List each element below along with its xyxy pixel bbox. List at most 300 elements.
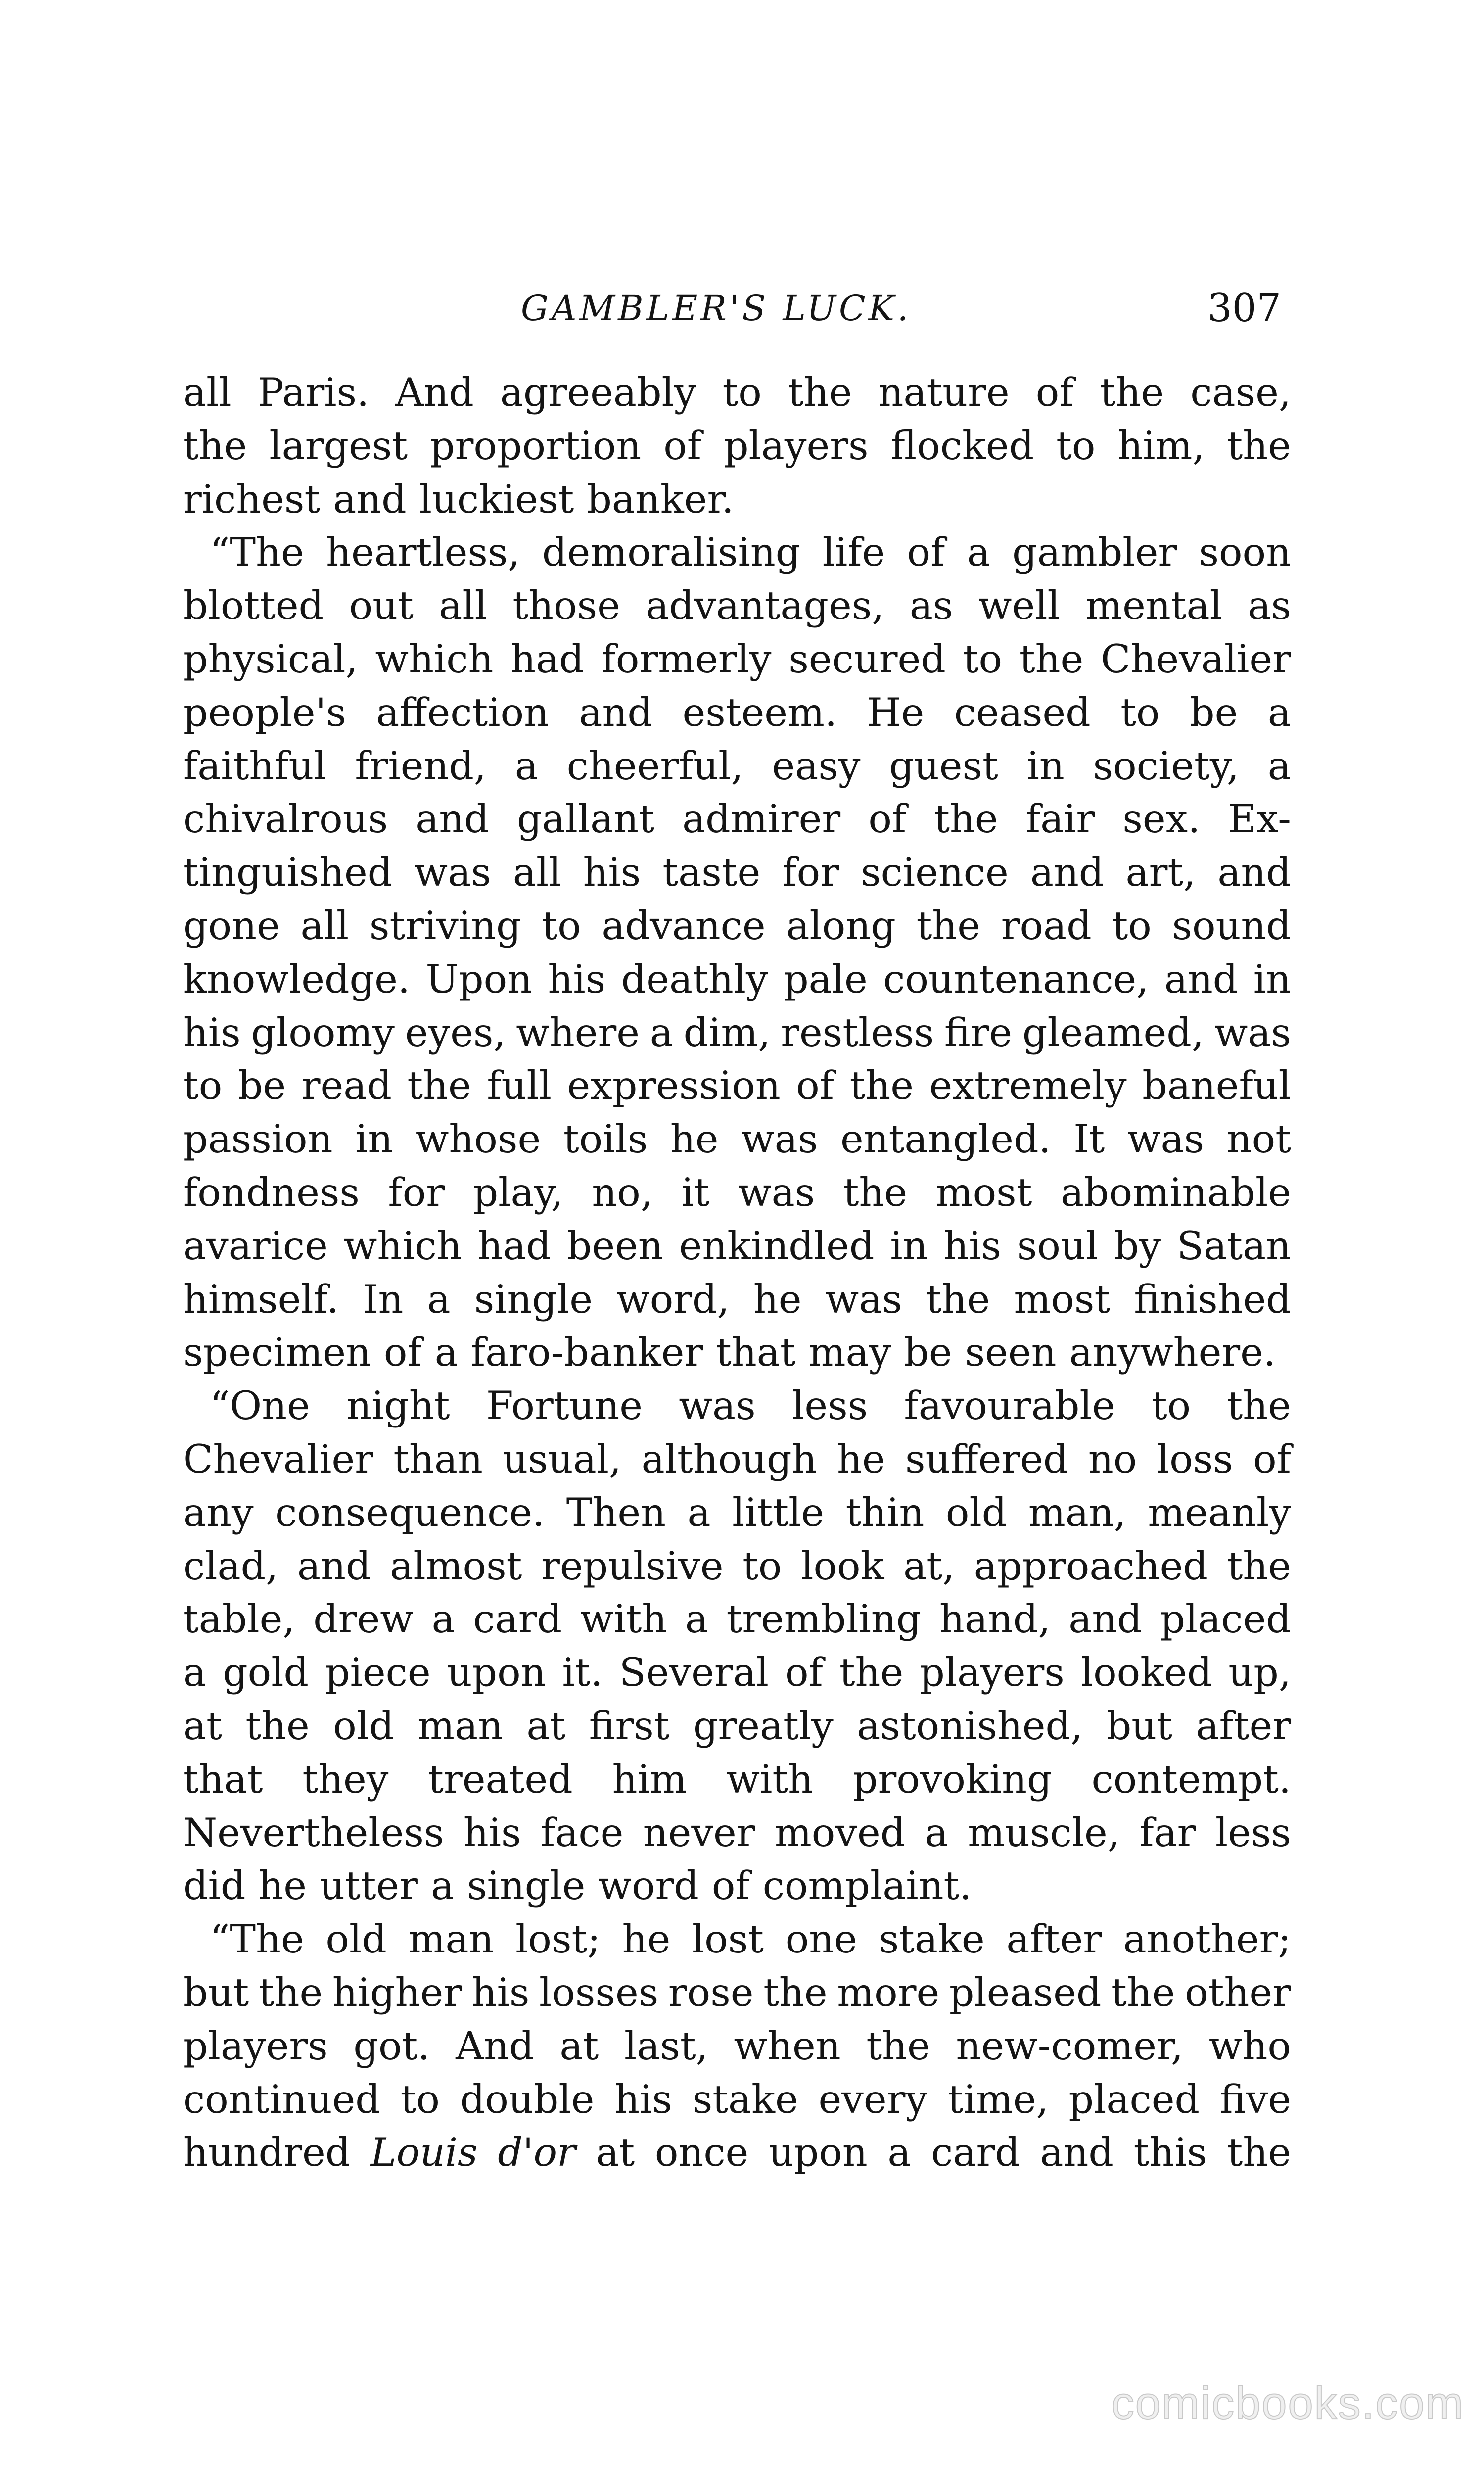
word: far [1139, 1809, 1196, 1856]
word: in [1026, 743, 1065, 789]
word: advance [602, 903, 766, 949]
word: may [808, 1330, 891, 1376]
word: table, [183, 1596, 295, 1642]
word: restless [781, 1009, 934, 1055]
word: soul [1017, 1223, 1099, 1269]
word: gone [183, 903, 280, 949]
word: science [861, 850, 1009, 896]
word: at, [903, 1543, 955, 1589]
word: full [487, 1063, 552, 1109]
word: avarice [183, 1223, 328, 1269]
word: one [785, 1916, 857, 1962]
word: chivalrous [183, 796, 388, 842]
word: and [1030, 850, 1104, 896]
word: up, [1228, 1650, 1291, 1696]
word: little [732, 1489, 825, 1535]
word: heartless, [326, 529, 520, 575]
word: specimen [183, 1330, 371, 1376]
word: faithful [183, 743, 326, 789]
word: less [1215, 1809, 1291, 1856]
word: thin [845, 1489, 925, 1535]
word: formerly [601, 636, 772, 682]
text-line [183, 2020, 1291, 2073]
word: man [417, 1703, 503, 1749]
word: cheerful, [566, 743, 743, 789]
word: his [471, 1969, 530, 2015]
word: at [526, 1703, 566, 1749]
text-line [183, 579, 1291, 633]
word: they [302, 1756, 389, 1802]
word: in [890, 1223, 928, 1269]
word: of [907, 529, 945, 575]
word: card [473, 1596, 562, 1642]
word: case, [1190, 370, 1291, 415]
word: largest [269, 423, 408, 469]
word: out [349, 583, 414, 629]
word: less [792, 1383, 868, 1429]
word: sound [1172, 903, 1291, 949]
word: last, [624, 2023, 708, 2069]
word: of [785, 1650, 823, 1696]
word: road [1001, 903, 1092, 949]
word: more [837, 1969, 940, 2015]
text-line [183, 793, 1291, 846]
word: his [614, 2076, 672, 2122]
word: most [935, 1169, 1032, 1215]
word: Louis [370, 2130, 478, 2176]
word: nature [878, 370, 1010, 415]
word: easy [772, 743, 861, 789]
word: was [414, 850, 491, 896]
word: to [1056, 423, 1096, 469]
text-line [183, 1859, 1291, 1913]
word: the [788, 370, 852, 415]
word: losses [539, 1969, 659, 2015]
word: of [711, 1863, 750, 1909]
text-line [183, 1593, 1291, 1646]
word: face [540, 1809, 624, 1856]
word: was [741, 1116, 818, 1162]
word: a [514, 743, 538, 789]
word: first [589, 1703, 670, 1749]
word: all [512, 850, 561, 896]
word: pleased [949, 1969, 1102, 2015]
word: passion [183, 1116, 333, 1162]
word: the [1019, 636, 1084, 682]
word: gold [223, 1650, 309, 1696]
word: the [1227, 423, 1291, 469]
word: than [393, 1436, 483, 1482]
word: to [1112, 903, 1152, 949]
word: and [1217, 850, 1291, 896]
word: It [1073, 1116, 1105, 1162]
word: in [355, 1116, 393, 1162]
word: never [643, 1809, 755, 1856]
word: loss [1157, 1436, 1233, 1482]
word: of [1035, 370, 1074, 415]
word: it. [562, 1650, 603, 1696]
word: approached [974, 1543, 1208, 1589]
word: old [945, 1489, 1007, 1535]
text-line [183, 1059, 1291, 1113]
word: upon [447, 1650, 546, 1696]
word: it [681, 1169, 710, 1215]
word: the [1100, 370, 1164, 415]
word: he [622, 1916, 671, 1962]
word: d'or [498, 2130, 576, 2176]
word: dim, [683, 1009, 771, 1055]
word: and [579, 689, 652, 735]
word: to [963, 636, 1003, 682]
word: moved [774, 1809, 906, 1856]
word: the [1227, 1543, 1291, 1589]
word: the [916, 903, 980, 949]
word: to [722, 370, 762, 415]
text-line [183, 686, 1291, 740]
word: favourable [904, 1383, 1115, 1429]
word: single [467, 1863, 586, 1909]
text-line [183, 633, 1291, 686]
word: those [512, 583, 620, 629]
word: man, [1028, 1489, 1126, 1535]
word: drew [313, 1596, 414, 1642]
text-line [183, 473, 1291, 526]
word: blotted [183, 583, 324, 629]
word: word [598, 1863, 699, 1909]
word: he [258, 1863, 307, 1909]
text-line [183, 1486, 1291, 1540]
word: but [183, 1969, 249, 2015]
word: every [818, 2076, 928, 2122]
word: flocked [890, 423, 1034, 469]
word: players [920, 1650, 1065, 1696]
word: meanly [1148, 1489, 1291, 1535]
word: fondness [183, 1169, 360, 1215]
word: to [742, 1543, 782, 1589]
word: ceased [954, 689, 1091, 735]
word: new-comer, [956, 2023, 1184, 2069]
word: whose [415, 1116, 541, 1162]
word: Upon [425, 956, 533, 1002]
word: no, [592, 1169, 653, 1215]
word: had [510, 636, 584, 682]
word: hundred [183, 2130, 351, 2176]
word: as [909, 583, 953, 629]
word: rose [668, 1969, 754, 2015]
word: Paris. [257, 370, 370, 415]
word: a [1267, 743, 1291, 789]
body-text [183, 366, 1291, 2180]
word: art, [1125, 850, 1196, 896]
word: finished [1134, 1276, 1291, 1322]
word: And [456, 2023, 534, 2069]
text-line [183, 1966, 1291, 2020]
word: Then [566, 1489, 666, 1535]
word: a [925, 1809, 948, 1856]
word: higher [332, 1969, 463, 2015]
word: He [867, 689, 925, 735]
word: the [258, 1969, 323, 2015]
word: and [1068, 1596, 1142, 1642]
word: players [723, 423, 869, 469]
word: any [183, 1489, 254, 1535]
word: anywhere. [1069, 1330, 1276, 1376]
word: muscle, [968, 1809, 1120, 1856]
word: the [934, 796, 998, 842]
word: extremely [929, 1063, 1127, 1109]
word: at [559, 2023, 599, 2069]
word: in [1253, 956, 1291, 1002]
word: his [183, 1009, 241, 1055]
running-head [193, 282, 1281, 341]
word: enkindled [679, 1223, 875, 1269]
word: along [786, 903, 896, 949]
word: five [1219, 2076, 1291, 2122]
word: his [943, 1223, 1001, 1269]
word: continued [183, 2076, 380, 2122]
word: seen [965, 1330, 1057, 1376]
word: most [1014, 1276, 1111, 1322]
word: richest [183, 476, 321, 522]
word: Chevalier [183, 1436, 373, 1482]
word: got. [353, 2023, 430, 2069]
word: fire [944, 1009, 1013, 1055]
word: And [395, 370, 474, 415]
word: man [408, 1916, 494, 1962]
word: was [679, 1383, 756, 1429]
word: a [649, 1009, 673, 1055]
word: a [183, 1650, 207, 1696]
word: and [333, 476, 407, 522]
word: of [1253, 1436, 1291, 1482]
word: a [1267, 689, 1291, 735]
word: the [183, 423, 247, 469]
word: he [670, 1116, 719, 1162]
word: suffered [905, 1436, 1068, 1482]
word: and [1040, 2130, 1113, 2176]
word: night [346, 1383, 450, 1429]
word: clad, [183, 1543, 278, 1589]
word: which [375, 636, 494, 682]
word: complaint. [762, 1863, 972, 1909]
word: striving [369, 903, 521, 949]
word: lost; [515, 1916, 601, 1962]
word: countenance, [883, 956, 1149, 1002]
page-number: 307 [1207, 286, 1281, 331]
word: of [383, 1330, 422, 1376]
word: the [1227, 2130, 1291, 2176]
word: he [836, 1436, 885, 1482]
word: luckiest [419, 476, 574, 522]
word: entangled. [840, 1116, 1051, 1162]
word: contempt. [1091, 1756, 1291, 1802]
word: treated [428, 1756, 573, 1802]
word: for [388, 1169, 445, 1215]
text-line [183, 1913, 1291, 1966]
text-line [183, 1807, 1291, 1860]
word: taste [662, 850, 761, 896]
watermark: comicbooks.com [1111, 2378, 1464, 2428]
word: the [849, 1063, 914, 1109]
word: In [363, 1276, 404, 1322]
word: when [734, 2023, 841, 2069]
word: and [297, 1543, 371, 1589]
word: expression [567, 1063, 781, 1109]
word: of [796, 1063, 835, 1109]
word: not [1226, 1116, 1291, 1162]
word: gloomy [251, 1009, 395, 1055]
word: that [183, 1756, 263, 1802]
word: double [460, 2076, 595, 2122]
word: the [926, 1276, 990, 1322]
word: but [1106, 1703, 1172, 1749]
word: banker. [587, 476, 734, 522]
word: mental [1085, 583, 1222, 629]
word: stake [692, 2076, 798, 2122]
word: was [1214, 1009, 1291, 1055]
word: of [868, 796, 907, 842]
word: was [738, 1169, 815, 1215]
word: for [782, 850, 839, 896]
word: Nevertheless [183, 1809, 444, 1856]
word: baneful [1142, 1063, 1291, 1109]
word: almost [390, 1543, 522, 1589]
word: provoking [852, 1756, 1052, 1802]
word: although [641, 1436, 817, 1482]
word: been [566, 1223, 663, 1269]
word: proportion [430, 423, 642, 469]
word: greatly [693, 1703, 834, 1749]
word: which [343, 1223, 462, 1269]
word: this [1133, 2130, 1207, 2176]
text-line [183, 846, 1291, 900]
word: placed [1068, 2076, 1200, 2122]
word: knowledge. [183, 956, 410, 1002]
text-line [183, 2126, 1291, 2180]
word: “One [210, 1383, 310, 1429]
word: life [822, 529, 885, 575]
word: with [580, 1596, 667, 1642]
word: repulsive [541, 1543, 724, 1589]
word: Satan [1176, 1223, 1291, 1269]
word: esteem. [682, 689, 837, 735]
word: eyes, [405, 1009, 506, 1055]
word: upon [768, 2130, 868, 2176]
word: friend, [355, 743, 487, 789]
word: by [1113, 1223, 1161, 1269]
word: was [825, 1276, 902, 1322]
text-line [183, 1273, 1291, 1327]
word: “The [210, 1916, 304, 1962]
word: play, [473, 1169, 563, 1215]
text-line [183, 1166, 1291, 1220]
word: no [1088, 1436, 1137, 1482]
word: another; [1123, 1916, 1291, 1962]
word: deathly [621, 956, 768, 1002]
word: to [1120, 689, 1160, 735]
word: a [430, 1863, 455, 1909]
word: Several [619, 1650, 769, 1696]
word: all [183, 370, 232, 415]
word: his [463, 1809, 521, 1856]
word: people's [183, 689, 346, 735]
word: gallant [516, 796, 654, 842]
word: well [978, 583, 1060, 629]
word: a [887, 2130, 911, 2176]
word: physical, [183, 636, 358, 682]
text-line [183, 1700, 1291, 1753]
word: old [333, 1703, 394, 1749]
word: the [839, 1650, 904, 1696]
word: and [416, 796, 489, 842]
word: tinguished [183, 850, 393, 896]
word: be [904, 1330, 952, 1376]
word: be [1190, 689, 1238, 735]
word: the [245, 1703, 310, 1749]
word: at [596, 2130, 635, 2176]
text-line [183, 1753, 1291, 1807]
word: admirer [682, 796, 841, 842]
word: a [967, 529, 990, 575]
text-line [183, 900, 1291, 953]
text-line [183, 1380, 1291, 1433]
text-line [183, 1006, 1291, 1060]
word: usual, [503, 1436, 622, 1482]
word: all [300, 903, 349, 949]
word: abominable [1060, 1169, 1291, 1215]
word: utter [320, 1863, 418, 1909]
word: time, [947, 2076, 1049, 2122]
word: of [663, 423, 702, 469]
word: toils [563, 1116, 648, 1162]
text-line [183, 953, 1291, 1006]
word: all [439, 583, 487, 629]
word: soon [1199, 529, 1291, 575]
word: a [434, 1330, 458, 1376]
text-line [183, 1113, 1291, 1166]
word: hand, [939, 1596, 1051, 1642]
word: look [801, 1543, 884, 1589]
word: astonished, [857, 1703, 1083, 1749]
text-line [183, 1326, 1291, 1380]
word: society, [1093, 743, 1239, 789]
word: a [687, 1489, 711, 1535]
word: that [716, 1330, 796, 1376]
word: Ex- [1228, 796, 1291, 842]
word: placed [1160, 1596, 1291, 1642]
word: be [237, 1063, 286, 1109]
word: with [726, 1756, 814, 1802]
word: a [431, 1596, 455, 1642]
word: advantages, [646, 583, 884, 629]
word: after [1006, 1916, 1102, 1962]
word: old [325, 1916, 387, 1962]
word: the [407, 1063, 471, 1109]
text-line [183, 420, 1291, 473]
word: word, [616, 1276, 730, 1322]
word: looked [1080, 1650, 1212, 1696]
text-line [183, 1220, 1291, 1273]
word: his [583, 850, 641, 896]
word: he [753, 1276, 802, 1322]
word: as [1248, 583, 1291, 629]
word: his [548, 956, 606, 1002]
word: pale [784, 956, 868, 1002]
text-line [183, 1540, 1291, 1593]
word: a [427, 1276, 451, 1322]
word: at [183, 1703, 222, 1749]
text-line [183, 740, 1291, 793]
